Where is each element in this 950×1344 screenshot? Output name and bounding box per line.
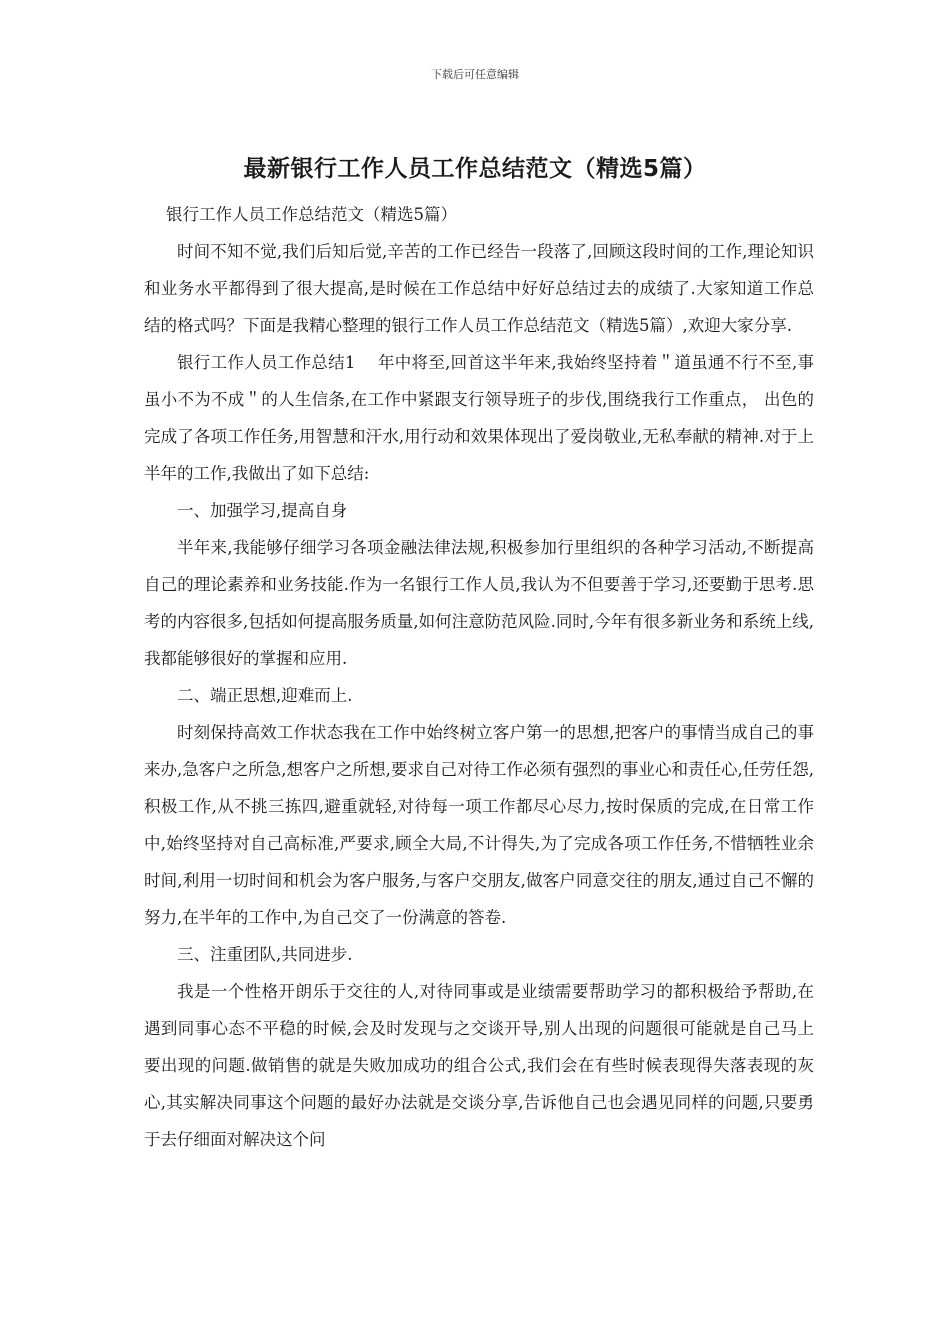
section-paragraph-2: 时刻保持高效工作状态我在工作中始终树立客户第一的思想,把客户的事情当成自己的事来办,急客户之所急,想客户之所想,要求自己对待工作必须有强烈的事业心和责任心,任劳任怨,积极工作,从不挑三拣四,避重就轻,对待每一项工作都尽心尽力,按时保质的完成,在日常工作中,始终坚持对自己高标准,严要求,顾全大局,不计得失,为了完成各项工作任务,不惜牺牲业余时间,利用一切时间和机会为客户服务,与客户交朋友,做客户同意交往的朋友,通过自己不懈的努力,在半年的工作中,为自己交了一份满意的答卷. [144, 723, 814, 927]
document-body [144, 196, 814, 1158]
document-title: 最新银行工作人员工作总结范文（精选5篇） [243, 156, 707, 182]
section-heading-1: 一、加强学习,提高自身 [177, 501, 348, 520]
section-heading-2: 二、端正思想,迎难而上. [177, 686, 353, 705]
section-heading-3: 三、注重团队,共同进步. [177, 945, 353, 964]
document-subtitle: 银行工作人员工作总结范文（精选5篇） [166, 205, 457, 224]
header-note: 下载后可任意编辑 [431, 68, 519, 81]
section-paragraph-3: 我是一个性格开朗乐于交往的人,对待同事或是业绩需要帮助学习的都积极给予帮助,在遇到同事心态不平稳的时候,会及时发现与之交谈开导,别人出现的问题很可能就是自己马上要出现的问题.做销售的就是失败加成功的组合公式,我们会在有些时候表现得失落表现的灰心,其实解决同事这个问题的最好办法就是交谈分享,告诉他自己也会遇见同样的问题,只要勇于去仔细面对解决这个问 [144, 982, 814, 1149]
section-paragraph-1: 半年来,我能够仔细学习各项金融法律法规,积极参加行里组织的各种学习活动,不断提高自己的理论素养和业务技能.作为一名银行工作人员,我认为不但要善于学习,还要勤于思考.思考的内容很多,包括如何提高服务质量,如何注意防范风险.同时,今年有很多新业务和系统上线,我都能够很好的掌握和应用. [144, 538, 814, 668]
intro-paragraph: 时间不知不觉,我们后知后觉,辛苦的工作已经告一段落了,回顾这段时间的工作,理论知识和业务水平都得到了很大提高,是时候在工作总结中好好总结过去的成绩了.大家知道工作总结的格式吗？下面是我精心整理的银行工作人员工作总结范文（精选5篇）,欢迎大家分享. [144, 242, 814, 335]
summary-1-paragraph: 银行工作人员工作总结1 年中将至,回首这半年来,我始终坚持着＂道虽通不行不至,事虽小不为不成＂的人生信条,在工作中紧跟支行领导班子的步伐,围绕我行工作重点， 出色的完成了各项工作任务,用智慧和汗水,用行动和效果体现出了爱岗敬业,无私奉献的精神.对于上半年的工作,我做出了如下总结: [144, 353, 814, 483]
